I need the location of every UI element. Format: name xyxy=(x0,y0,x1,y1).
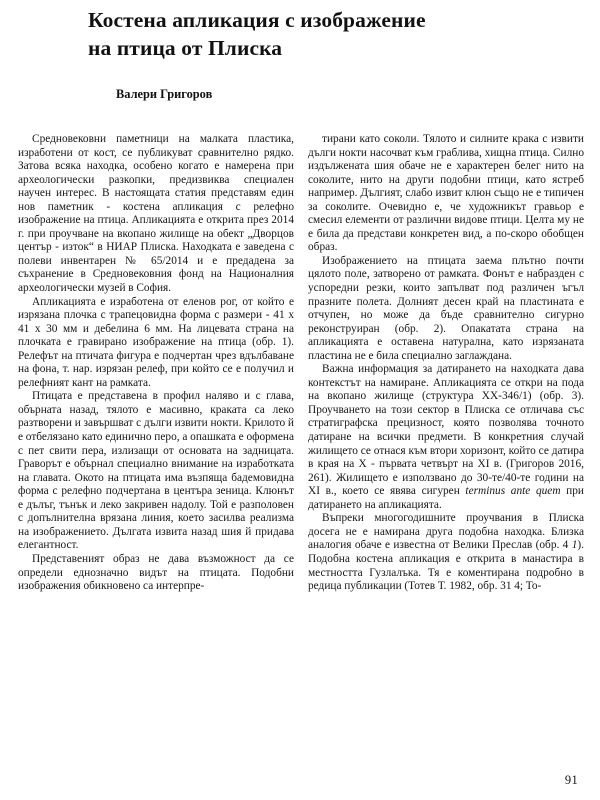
paragraph: Въпреки многогодишните проучвания в Плиска досега не е намирана друга подобна находка. Близка аналогия обаче е известна от Велики Преслав (обр. 4 1). Подобна костена апликация е открита в манастира в местността Гузлалъка. Тя е коментирана подробно в редица публикации (Тотев Т. 1982, обр. 31 4; То- xyxy=(308,512,584,593)
article-title-line-2: на птица от Плиска xyxy=(88,36,283,61)
author-byline: Валери Григоров xyxy=(116,86,213,101)
paragraph: Апликацията е изработена от еленов рог, от който е изрязана плочка с трапецовидна форма с размери - 41 х 41 х 30 мм и дебелина 6 мм. На лицевата страна на плочката е гравирано изображение на птица (обр. 1). Релефът на птичата фигура е подчертан чрез вдълбаване на фона, т. нар. изрязан релеф, при който се е получил и релефният кант на рамката. xyxy=(18,295,294,389)
page-title xyxy=(88,6,518,63)
paragraph: Изображението на птицата заема плътно почти цялото поле, затворено от рамката. Фонът е набразден с успоредни резки, които запълват под различен ъгъл празните полета. Долният десен край на пластината е отчупен, но може да бъде сравнително сигурно реконструиран (обр. 2). Опакатата страна на апликацията е оставена натурална, като изрязаната пластина не е била специално заглаждана. xyxy=(308,254,584,362)
paragraph: Представеният образ не дава възможност да се определи еднозначно видът на птицата. Подобни изображения обикновено са интерпре- xyxy=(18,552,294,593)
page-number: 91 xyxy=(564,772,578,787)
paragraph: Важна информация за датирането на находката дава контекстът на намиране. Апликацията се откри на пода на вкопано жилище (структура ХХ-346/1) (обр. 3). Проучването на този сектор в Плиска се отличава със стратиграфска прецизност, която позволява точното датиране на всички предмети. В конкретния случай жилището се отнася към втори хоризонт, който се датира в края на Х - първата четвърт на ХI в. (Григоров 2016, 261). Жилището е използвано до 30-те/40-те години на ХI в., което се явява сигурен terminus ante quem при датирането на апликацията. xyxy=(308,363,584,511)
paragraph: Средновековни паметници на малката пластика, изработени от кост, се публикуват сравнително рядко. Затова всяка находка, особено когато е намерена при археологически разкопки, предизвиква специален научен интерес. В настоящата статия представям един нов паметник - костена апликация с релефно изображение на птица. Апликацията е открита през 2014 г. при проучване на вкопано жилище на обект „Дворцов център - изток“ в НИАР Плиска. Находката е заведена с полеви инвентарен № 65/2014 и е предадена за съхранение в Средновековния фонд на Националния археологически музей в София. xyxy=(18,133,294,295)
right-column xyxy=(308,133,584,594)
left-column xyxy=(18,133,294,594)
article-title-line-1: Костена апликация с изображение xyxy=(88,8,426,32)
body-columns xyxy=(18,133,584,594)
paragraph: тирани като соколи. Тялото и силните крака с извити дълги нокти насочват към граблива, хищна птица. Силно издължената шия обаче не е характерен белег нито на соколите, нито на други подобни птици, като ястреб например. Дългият, слабо извит клюн също не е типичен за соколите. Очевидно е, че художникът гравьор е смесил елементи от различни видове птици. Целта му не е била да представи конкретен вид, а по-скоро обобщен образ. xyxy=(308,133,584,254)
paragraph: Птицата е представена в профил наляво и с глава, обърната назад, тялото е масивно, краката са леко разтворени и завършват с дълги извити нокти. Крилото й е отбелязано като единично перо, а опашката е оформена с пет свити пера, излизащи от основата на задницата. Граворът е обърнал специално внимание на изработката на главата. Окото на птицата има възпяща бадемовидна форма с релефно подчертана в центъра зеница. Клюнът е дълъг, тънък и леко закривен надолу. Той е разполовен с допълнителна врязана линия, което засилва реализма на изображението. Дългата извита назад шия й придава елегантност. xyxy=(18,390,294,552)
article-masthead xyxy=(0,0,600,102)
